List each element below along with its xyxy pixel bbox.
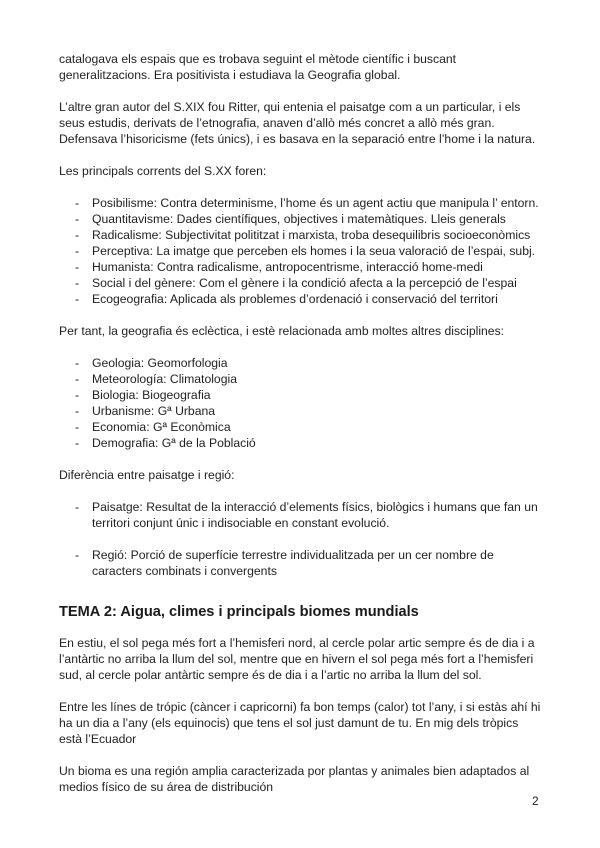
paragraph-eclectic: Per tant, la geografia és eclèctica, i estè relacionada amb moltes altres disciplines:	[59, 324, 505, 338]
list-item: - Perceptiva: La imatge que perceben els homes i la seua valoració de l’espai, subj.	[59, 243, 541, 259]
list-item: - Social i del gènere: Com el gènere i la condició afecta a la percepció de l’espai	[59, 275, 541, 291]
list-item: - Ecogeografia: Aplicada als problemes d’ordenació i conservació del territori	[59, 291, 541, 307]
list-item: - Urbanisme: Gª Urbana	[59, 403, 541, 419]
section-heading: TEMA 2: Aigua, climes i principals biomes mundials	[59, 604, 419, 620]
list-item: - Humanista: Contra radicalisme, antropocentrisme, interacció home-medi	[59, 259, 541, 275]
list-item: - Demografia: Gª de la Població	[59, 435, 541, 451]
list-disciplines	[59, 355, 541, 451]
list-item: - Meteorología: Climatologia	[59, 371, 541, 387]
paragraph-seasons: En estiu, el sol pega més fort a l’hemisferi nord, al cercle polar artic sempre és de dia i a l’antàrtic no arriba la llum del sol, mentre que en hivern el sol pega més fort a l’hemisferi sud, al cercle polar antàrtic sempre és de dia i a l’artic no arriba la llum del sol.	[59, 636, 535, 682]
list-item: - Biologia: Biogeografia	[59, 387, 541, 403]
paragraph-biome: Un bioma es una región amplia caracterizada por plantas y animales bien adaptados al medios físico de su área de distribución	[59, 764, 530, 794]
paragraph-difference: Diferència entre paisatge i regió:	[59, 468, 235, 482]
document-page	[59, 51, 541, 795]
paragraph-currents-intro: Les principals corrents del S.XX foren:	[59, 164, 267, 178]
list-item: - Regió: Porció de superfície terrestre individualitzada per un cer nombre de caracters combinats i convergents	[59, 547, 541, 579]
list-item: - Quantitavisme: Dades científiques, objectives i matemàtiques. Lleis generals	[59, 211, 541, 227]
paragraph-ritter: L’altre gran autor del S.XIX fou Ritter, qui entenia el paisatge com a un particular, i els seus estudis, derivats de l’etnografia, anaven d’allò més concret a allò més gran. Defensava l’hisoricisme (fets únics), i es basava en la separació entre l’home i la natura.	[59, 100, 536, 146]
paragraph-tropics: Entre les línes de trópic (càncer i capricorni) fa bon temps (calor) tot l’any, i si estàs ahí hi ha un dia a l’any (els equinocis) que tens el sol just damunt de tu. En mig dels tròpics està l’Ecuador	[59, 700, 541, 746]
list-item: - Economia: Gª Econòmica	[59, 419, 541, 435]
list-item: - Paisatge: Resultat de la interacció d’elements físics, biològics i humans que fan un territori conjunt únic i indisociable en constant evolució.	[59, 499, 541, 531]
list-landscape-region	[59, 499, 541, 579]
list-item: - Radicalisme: Subjectivitat polititzat i marxista, troba desequilibris socioeconòmics	[59, 227, 541, 243]
paragraph-humboldt: catalogava els espais que es trobava seguint el mètode científic i buscant generalitzacions. Era positivista i estudiava la Geografia global.	[59, 52, 457, 82]
page-number: 2	[532, 794, 539, 808]
list-item: - Geologia: Geomorfologia	[59, 355, 541, 371]
list-currents	[59, 195, 541, 307]
list-item: - Posibilisme: Contra determinisme, l’home és un agent actiu que manipula l’ entorn.	[59, 195, 541, 211]
